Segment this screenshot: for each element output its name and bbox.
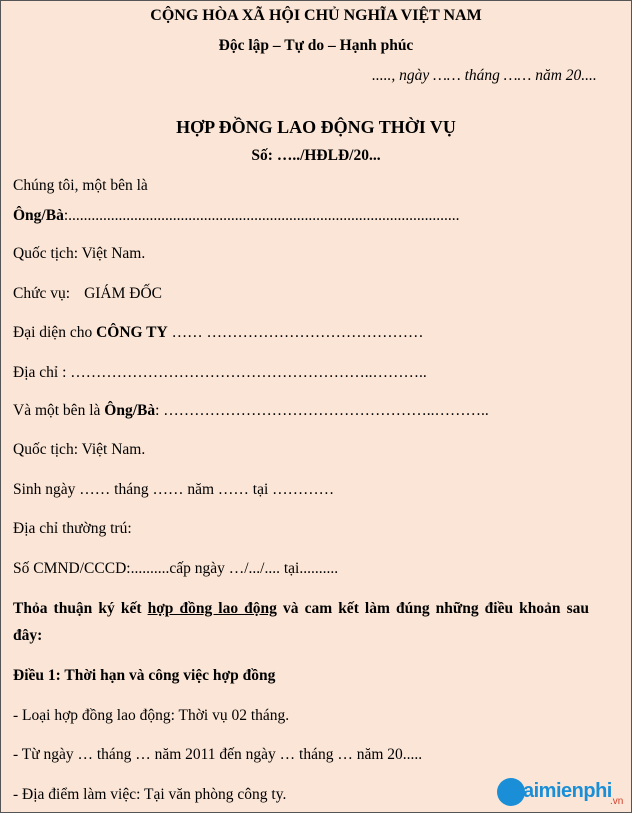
- party-b-label: Ông/Bà: [104, 402, 156, 419]
- date-line: ....., ngày …… tháng …… năm 20....: [372, 67, 597, 84]
- birth-line: Sinh ngày …… tháng …… năm …… tại …………: [13, 481, 335, 498]
- represent-label: Đại diện cho: [13, 324, 97, 341]
- position-value: GIÁM ĐỐC: [84, 285, 162, 302]
- agreement-link[interactable]: hợp đồng lao động: [147, 600, 277, 617]
- party-b-prefix: Và một bên là: [13, 402, 105, 419]
- represent-line: [13, 323, 423, 343]
- article-1-heading: Điều 1: Thời hạn và công việc hợp đồng: [13, 667, 276, 684]
- party-a-value: :.....................................................................................................: [63, 207, 460, 224]
- party-b-line: [13, 401, 489, 421]
- nationality-b: Quốc tịch: Việt Nam.: [13, 441, 146, 458]
- residence-line: Địa chỉ thường trú:: [13, 520, 132, 537]
- document-number: Số: …../HĐLĐ/20...: [251, 147, 381, 164]
- position-line: [13, 284, 162, 304]
- party-a-label: Ông/Bà: [13, 207, 64, 224]
- workplace-item: - Địa điểm làm việc: Tại văn phòng công ty.: [13, 786, 287, 803]
- party-a-line: [13, 206, 460, 226]
- watermark-logo: [497, 778, 629, 810]
- agreement-continuation: đây:: [13, 627, 43, 644]
- party-b-value: : ……………………………………………..………..: [155, 402, 489, 419]
- contract-type-item: - Loại hợp đồng lao động: Thời vụ 02 tháng.: [13, 707, 290, 724]
- agreement-prefix: Thỏa thuận ký kết: [13, 600, 148, 617]
- document-title: HỢP ĐỒNG LAO ĐỘNG THỜI VỤ: [176, 117, 456, 137]
- logo-domain: .vn: [610, 796, 624, 807]
- country-header: CỘNG HÒA XÃ HỘI CHỦ NGHĨA VIỆT NAM: [150, 7, 482, 24]
- represent-company: CÔNG TY: [96, 324, 168, 341]
- motto: Độc lập – Tự do – Hạnh phúc: [218, 37, 414, 54]
- id-card-line: Số CMND/CCCD:..........cấp ngày …/.../.... tại..........: [13, 560, 339, 577]
- position-label: Chức vụ:: [13, 285, 71, 302]
- represent-value: …… ……………………………………: [167, 324, 424, 341]
- address-line: Địa chỉ : …………………………………………………..………..: [13, 364, 427, 381]
- agreement-line: [13, 599, 589, 619]
- intro-text: Chúng tôi, một bên là: [13, 177, 148, 194]
- agreement-suffix: và cam kết làm đúng những điều khoản sau: [276, 600, 589, 617]
- nationality-a: Quốc tịch: Việt Nam.: [13, 245, 146, 262]
- contract-period-item: - Từ ngày … tháng … năm 2011 đến ngày … tháng … năm 20.....: [13, 746, 423, 763]
- logo-mark-icon: [497, 778, 525, 806]
- logo-brand: aimienphi: [523, 780, 612, 802]
